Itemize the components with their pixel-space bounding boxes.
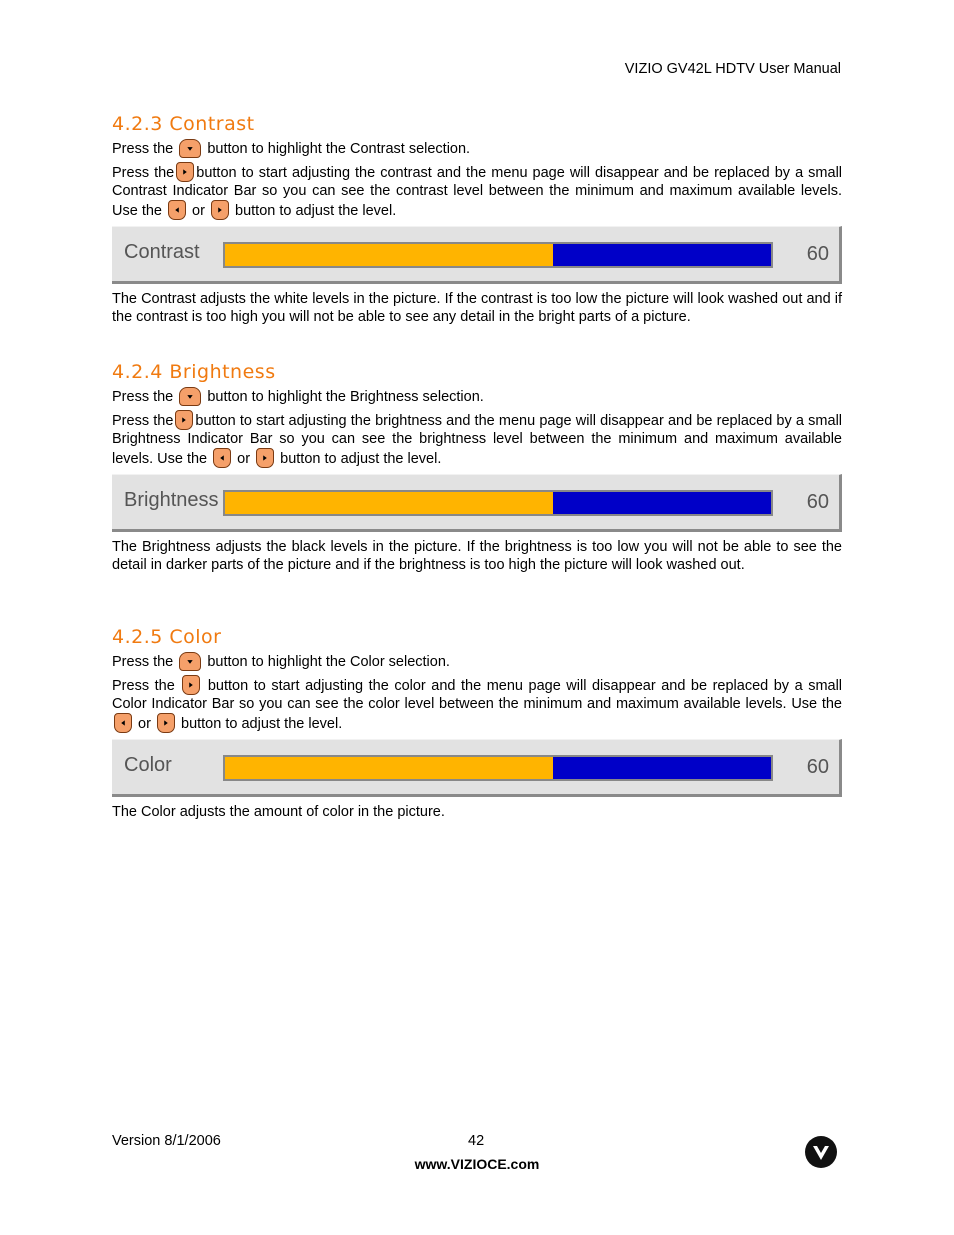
instruction-line-1: Press the button to highlight the Color selection. [112, 654, 450, 670]
section-heading: 4.2.5 Color [112, 626, 222, 648]
section-heading: 4.2.3 Contrast [112, 113, 255, 135]
right-arrow-button-icon [211, 200, 229, 220]
instruction-line-2: Press the button to start adjusting the color and the menu page will disappear and be replaced by a small Color Indicator Bar so you can see the color level between the minimum and maximum available levels. Use the or button to adjust the level. [112, 675, 842, 733]
right-arrow-button-icon [157, 713, 175, 733]
page-number: 42 [468, 1133, 485, 1149]
brightness-indicator-bar [112, 474, 842, 532]
down-arrow-button-icon [179, 139, 201, 158]
left-arrow-button-icon [114, 713, 132, 733]
bar-fill [225, 757, 553, 779]
left-arrow-button-icon [168, 200, 186, 220]
section-description: The Contrast adjusts the white levels in the picture. If the contrast is too low the picture will look washed out and if the contrast is too high you will not be able to see any detail in the bright parts of a picture. [112, 291, 842, 325]
bar-value: 60 [806, 756, 829, 778]
bar-track [223, 490, 773, 516]
left-arrow-button-icon [213, 448, 231, 468]
contrast-indicator-bar [112, 226, 842, 284]
bar-value: 60 [806, 243, 829, 265]
section-brightness [112, 361, 842, 574]
footer-url: www.VIZIOCE.com [414, 1156, 540, 1172]
section-contrast [112, 113, 842, 326]
instruction-line-2: Press the button to start adjusting the contrast and the menu page will disappear and be replaced by a small Contrast Indicator Bar so you can see the contrast level between the minimum and maximum available levels. Use the or button to adjust the level. [112, 162, 842, 220]
bar-fill [225, 244, 553, 266]
right-arrow-button-icon [176, 162, 194, 182]
section-description: The Color adjusts the amount of color in the picture. [112, 804, 445, 820]
section-heading: 4.2.4 Brightness [112, 361, 276, 383]
bar-track [223, 242, 773, 268]
bar-value: 60 [806, 491, 829, 513]
header-title: VIZIO GV42L HDTV User Manual [624, 61, 841, 77]
footer-version: Version 8/1/2006 [112, 1133, 221, 1149]
instruction-line-2: Press the button to start adjusting the brightness and the menu page will disappear and be replaced by a small Brightness Indicator Bar so you can see the brightness level between the minimum and maximum available levels. Use the or button to adjust the level. [112, 410, 842, 468]
instruction-line-1: Press the button to highlight the Contrast selection. [112, 141, 471, 157]
vizio-logo-icon [805, 1136, 837, 1168]
bar-track [223, 755, 773, 781]
right-arrow-button-icon [256, 448, 274, 468]
right-arrow-button-icon [182, 675, 200, 695]
bar-label: Contrast [124, 241, 200, 263]
instruction-line-1: Press the button to highlight the Brightness selection. [112, 389, 484, 405]
down-arrow-button-icon [179, 652, 201, 671]
color-indicator-bar [112, 739, 842, 797]
right-arrow-button-icon [175, 410, 193, 430]
section-description: The Brightness adjusts the black levels in the picture. If the brightness is too low you will not be able to see the detail in darker parts of the picture and if the brightness is too high the picture will look washed out. [112, 539, 842, 573]
down-arrow-button-icon [179, 387, 201, 406]
section-color [112, 626, 842, 821]
bar-fill [225, 492, 553, 514]
bar-label: Brightness [124, 489, 219, 511]
bar-label: Color [124, 754, 172, 776]
